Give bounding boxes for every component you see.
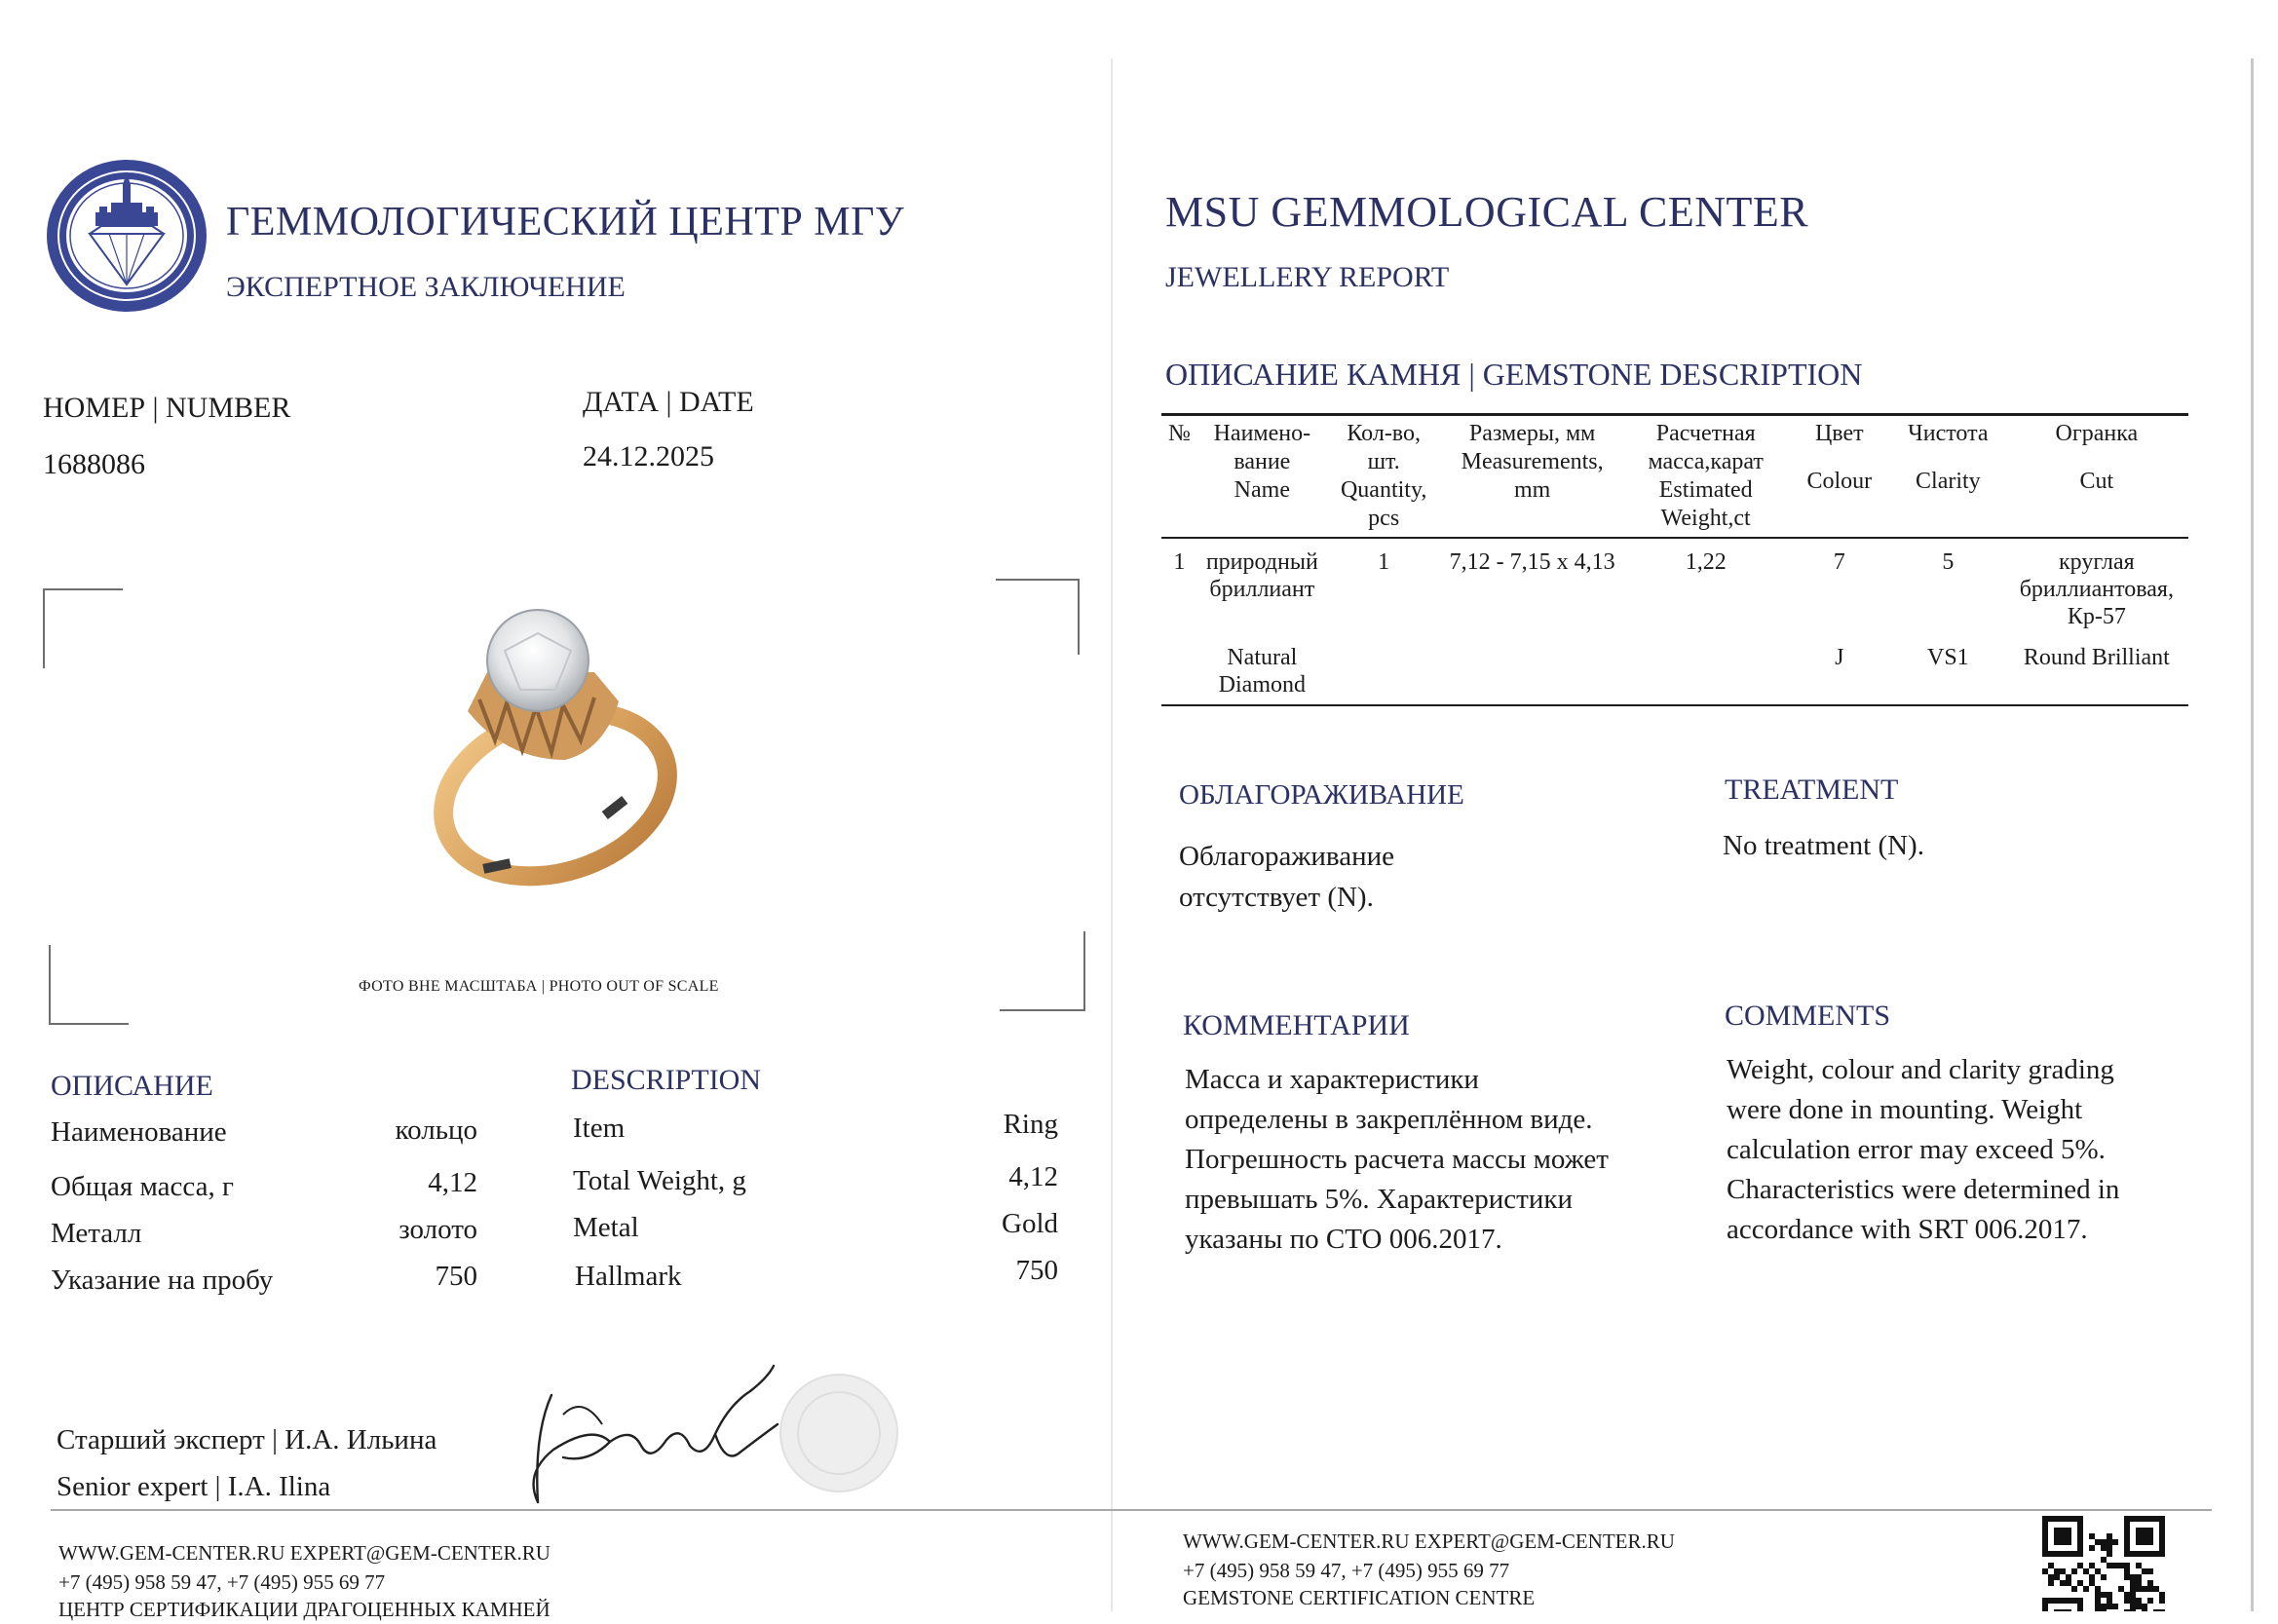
comments-ru-line: превышать 5%. Характеристики [1185,1184,1573,1215]
col-header-weight-en: Estimated Weight,ct [1658,477,1753,531]
footer-rule [51,1509,2212,1511]
description-ru-title: ОПИСАНИЕ [51,1070,213,1102]
col-header-cut-ru: Огранка [2055,421,2139,446]
footer-phones-right: +7 (495) 958 59 47, +7 (495) 955 69 77 [1183,1559,1510,1582]
ring-photo [390,594,702,887]
col-header-clarity-ru: Чистота [1908,421,1989,446]
cell-name-en: Natural Diamond [1197,634,1327,705]
number-value: 1688086 [43,448,145,480]
table-row [1161,538,2188,634]
col-header-colour [1788,415,1891,539]
cell-colour-en: J [1788,634,1891,705]
col-header-colour-ru: Цвет [1814,421,1864,446]
date-label: ДАТА | DATE [583,386,754,418]
spec-en-value: Ring [1003,1109,1058,1140]
spec-en-label: Item [573,1113,626,1144]
org-title-ru: ГЕММОЛОГИЧЕСКИЙ ЦЕНТР МГУ [226,200,905,245]
footer-contacts-left: WWW.GEM-CENTER.RU EXPERT@GEM-CENTER.RU [58,1541,551,1565]
col-header-clarity-en: Clarity [1916,469,1981,494]
number-label: НОМЕР | NUMBER [43,392,291,424]
cell-measurements: 7,12 - 7,15 x 4,13 [1449,549,1615,575]
spec-en-value: 4,12 [1008,1161,1058,1192]
comments-en-text [1727,1050,2119,1250]
photo-frame-corner-br [1000,931,1085,1011]
comments-en-line: calculation error may exceed 5%. [1727,1134,2106,1165]
spec-ru-value: 4,12 [428,1167,477,1198]
col-header-cut [2005,415,2188,539]
col-header-name-en: Name [1234,477,1290,503]
spec-ru-value: 750 [435,1261,477,1292]
photo-frame-corner-tl [43,588,123,668]
expert-signature [495,1356,787,1512]
col-header-name-ru: Наимено-вание [1213,421,1311,474]
comments-ru-title: КОММЕНТАРИИ [1183,1009,1410,1041]
col-header-qty-en: Quantity, pcs [1340,477,1427,531]
stamp-seal [779,1374,898,1492]
col-header-measurements [1441,415,1624,539]
report-title-en: JEWELLERY REPORT [1165,261,1450,293]
col-header-no-text: № [1167,421,1191,446]
cell-no: 1 [1173,549,1186,575]
treatment-en-title: TREATMENT [1725,774,1899,806]
cell-clarity-ru: 5 [1942,549,1955,575]
org-title-en: MSU GEMMOLOGICAL CENTER [1165,188,1809,236]
footer-org-right: GEMSTONE CERTIFICATION CENTRE [1183,1586,1536,1609]
cell-name-ru: природный бриллиант [1205,549,1318,602]
page-divider [1111,58,1113,1611]
col-header-weight-ru: Расчетная масса,карат [1648,421,1764,474]
gemstone-table [1161,413,2188,706]
photo-frame-corner-tr [996,579,1080,655]
col-header-name [1197,415,1327,539]
spec-ru-label: Наименование [51,1116,227,1148]
expert-name-en: Senior expert | I.A. Ilina [57,1471,331,1502]
spec-ru-value: золото [399,1214,477,1245]
spec-ru-label: Общая масса, г [51,1171,234,1202]
col-header-qty-ru: Кол-во, шт. [1347,421,1421,474]
spec-en-value: 750 [1015,1255,1058,1286]
comments-ru-text [1185,1060,1609,1260]
col-header-no [1161,415,1197,539]
comments-en-line: Weight, colour and clarity grading [1727,1054,2114,1085]
report-title-ru: ЭКСПЕРТНОЕ ЗАКЛЮЧЕНИЕ [226,271,626,303]
table-row [1161,634,2188,705]
photo-frame-corner-bl [49,945,129,1025]
treatment-en-text: No treatment (N). [1723,830,1924,861]
spec-en-label: Total Weight, g [573,1165,746,1196]
cell-empty [1624,634,1788,705]
page-edge [2251,58,2254,1611]
col-header-meas-ru: Размеры, мм [1468,421,1596,446]
description-en-title: DESCRIPTION [571,1064,762,1096]
expert-name-ru: Старший эксперт | И.А. Ильина [57,1424,437,1455]
col-header-qty [1327,415,1441,539]
footer-phones-left: +7 (495) 958 59 47, +7 (495) 955 69 77 [58,1570,386,1594]
col-header-weight [1624,415,1788,539]
comments-ru-line: определены в закреплённом виде. [1185,1104,1593,1135]
date-value: 24.12.2025 [583,440,714,472]
col-header-clarity [1891,415,2005,539]
comments-ru-line: Масса и характеристики [1185,1064,1479,1095]
col-header-meas-en: Measurements, mm [1461,449,1604,503]
spec-ru-value: кольцо [395,1114,477,1146]
cell-empty [1161,634,1197,705]
footer-contacts-right: WWW.GEM-CENTER.RU EXPERT@GEM-CENTER.RU [1183,1530,1675,1553]
comments-en-line: accordance with SRT 006.2017. [1727,1214,2088,1245]
cell-clarity-en: VS1 [1891,634,2005,705]
spec-en-value: Gold [1002,1208,1058,1239]
spec-ru-label: Металл [51,1218,142,1249]
qr-code[interactable] [2042,1516,2165,1611]
cell-empty [1327,634,1441,705]
photo-caption: ФОТО ВНЕ МАСШТАБА | PHOTO OUT OF SCALE [359,978,719,995]
comments-en-title: COMMENTS [1725,1000,1891,1032]
cell-cut-ru: круглая бриллиантовая, Кр-57 [2019,549,2174,629]
cell-colour-ru: 7 [1833,549,1845,575]
treatment-ru-title: ОБЛАГОРАЖИВАНИЕ [1179,779,1464,811]
col-header-cut-en: Cut [2079,469,2114,494]
cell-empty [1441,634,1624,705]
cell-qty: 1 [1378,549,1390,575]
cell-weight: 1,22 [1685,549,1727,575]
col-header-colour-en: Colour [1806,469,1873,494]
spec-ru-label: Указание на пробу [51,1265,274,1296]
comments-en-line: were done in mounting. Weight [1727,1094,2083,1125]
treatment-ru-text: Облагораживание отсутствует (N). [1179,841,1395,913]
gemstone-description-title: ОПИСАНИЕ КАМНЯ | GEMSTONE DESCRIPTION [1165,357,1863,392]
cell-cut-en: Round Brilliant [2005,634,2188,705]
comments-ru-line: указаны по СТО 006.2017. [1185,1224,1502,1255]
spec-en-label: Hallmark [575,1261,682,1292]
spec-en-label: Metal [573,1212,639,1243]
table-header-row [1161,415,2188,539]
comments-en-line: Characteristics were determined in [1727,1174,2120,1205]
msu-seal-logo [43,156,210,316]
footer-org-left: ЦЕНТР СЕРТИФИКАЦИИ ДРАГОЦЕННЫХ КАМНЕЙ [58,1598,551,1621]
comments-ru-line: Погрешность расчета массы может [1185,1144,1609,1175]
